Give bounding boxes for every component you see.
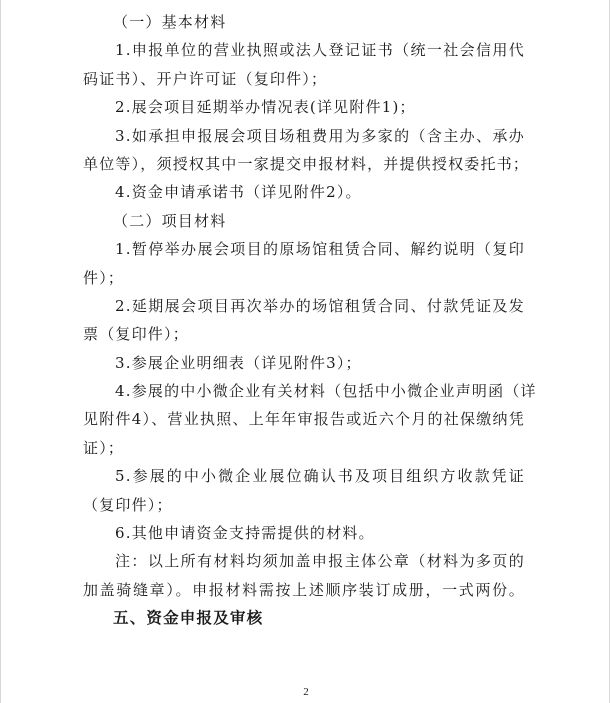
paragraph-line: 证）； xyxy=(83,438,125,457)
paragraph-line: 件）； xyxy=(83,268,125,287)
paragraph-line: 1.暂停举办展会项目的原场馆租赁合同、解约说明（复印 xyxy=(115,240,525,259)
paragraph-line: 2.展会项目延期举办情况表(详见附件1)； xyxy=(115,98,416,117)
page-number: 2 xyxy=(303,686,309,698)
paragraph-line: 4.参展的中小微企业有关材料（包括中小微企业声明函（详 xyxy=(115,382,537,401)
paragraph-line: 码证书）、开户许可证（复印件）； xyxy=(83,69,328,88)
paragraph-line: 4.资金申请承诺书（详见附件2）。 xyxy=(115,183,362,202)
section-heading-funding-review: 五、资金申报及审核 xyxy=(113,608,264,628)
paragraph-line: 3.参展企业明细表（详见附件3）； xyxy=(115,353,362,372)
note-line: 注：以上所有材料均须加盖申报主体公章（材料为多页的 xyxy=(115,552,525,571)
paragraph-line: 5.参展的中小微企业展位确认书及项目组织方收款凭证 xyxy=(115,467,525,486)
paragraph-line: 票（复印件）； xyxy=(83,325,189,344)
paragraph-line: 6.其他申请资金支持需提供的材料。 xyxy=(115,524,375,543)
subsection-heading-basic-materials: （一）基本材料 xyxy=(113,13,227,31)
paragraph-line: 单位等），须授权其中一家提交申报材料，并提供授权委托书； xyxy=(83,154,530,173)
paragraph-line: （复印件）； xyxy=(83,495,173,514)
paragraph-line: 1.申报单位的营业执照或法人登记证书（统一社会信用代 xyxy=(115,41,525,60)
paragraph-line: 2.延期展会项目再次举办的场馆租赁合同、付款凭证及发 xyxy=(115,296,525,315)
subsection-heading-project-materials: （二）项目材料 xyxy=(113,211,227,230)
paragraph-line: 见附件4）、营业执照、上年年审报告或近六个月的社保缴纳凭 xyxy=(83,410,525,429)
note-line: 加盖骑缝章）。申报材料需按上述顺序装订成册，一式两份。 xyxy=(83,580,525,599)
paragraph-line: 3.如承担申报展会项目场租费用为多家的（含主办、承办 xyxy=(115,126,525,145)
page-body xyxy=(83,8,537,633)
